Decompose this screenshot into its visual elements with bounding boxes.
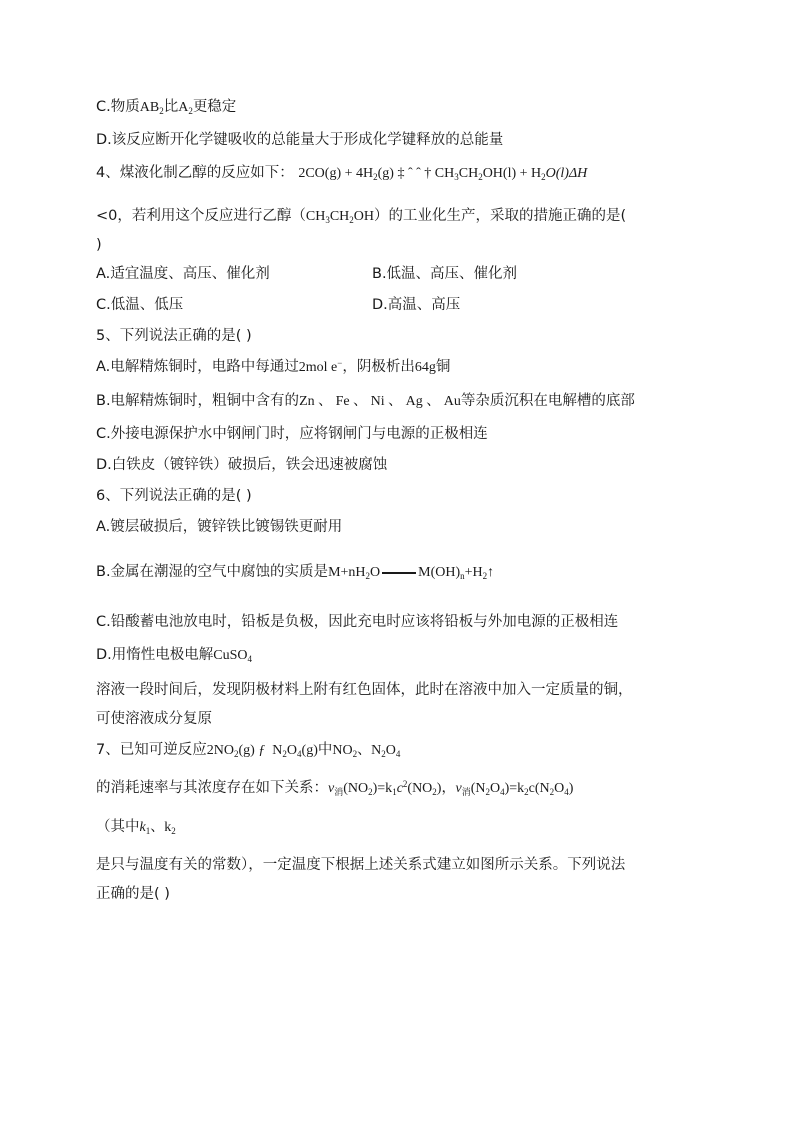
q6-option-d: D.用惰性电极电解CuSO$_4$ [96, 647, 253, 664]
q4-option-a: A.适宜温度、高压、催化剂 [96, 266, 270, 282]
q5-option-a: A.电解精炼铜时，电路中每通过2mol e−，阴极析出64g铜 [96, 358, 451, 375]
q3-option-d: D.该反应断开化学键吸收的总能量大于形成化学键释放的总能量 [96, 132, 504, 148]
q6-option-d-line3: 可使溶液成分复原 [96, 711, 212, 727]
q6-option-b: B.金属在潮湿的空气中腐蚀的实质是$M+nH_2O$ $M(OH)_n+H_2↑$ [96, 564, 495, 581]
q7-stem-line4: 是只与温度有关的常数），一定温度下根据上述关系式建立如图所示关系。下列说法 [96, 857, 626, 873]
q7-stem-line5: 正确的是( ) [96, 886, 170, 902]
q3-option-c: C.物质$AB_2$比$A_2$更稳定 [96, 99, 237, 116]
q6-stem: 6、下列说法正确的是( ) [96, 488, 252, 504]
q4-option-d: D.高温、高压 [372, 297, 461, 313]
q5-option-b: B.电解精炼铜时，粗铜中含有的Zn 、 Fe 、 Ni 、 Ag 、 Au等杂质沉积在电解槽的底部 [96, 393, 635, 409]
q5-option-c: C.外接电源保护水中钢闸门时，应将钢闸门与电源的正极相连 [96, 426, 488, 442]
formula-ab2: $AB_2$ [139, 100, 164, 116]
q4-stem-line1: 4、煤液化制乙醇的反应如下： $2CO(g) + 4H_2(g)$ ‡ ˆ ˆ † $CH_3CH_2OH(l) + H_2O(l)\Delta H$ [96, 165, 588, 182]
q7-stem-line2: 的消耗速率与其浓度存在如下关系：$v_消(NO_2)=k_1c^2(NO_2)$，$v_消(N_2O_4)=k_2c(N_2O_4)$ [96, 779, 574, 797]
formula-a2: $A_2$ [178, 100, 193, 116]
q4-options-row1 [96, 264, 518, 284]
q4-options-row2 [96, 295, 461, 315]
q7-stem-line1: 7、已知可逆反应$2NO_2(g)$ ƒ $N_2O_4(g)$中$NO_2$、$N_2O_4$ [96, 742, 401, 759]
q5-option-d: D.白铁皮（镀锌铁）破损后，铁会迅速被腐蚀 [96, 457, 388, 473]
q4-stem-line3: ) [96, 237, 102, 253]
q7-stem-line3: （其中$k_1$、$k_2$ [96, 819, 176, 836]
q6-option-d-line2: 溶液一段时间后，发现阴极材料上附有红色固体，此时在溶液中加入一定质量的铜， [96, 682, 633, 698]
q4-equation: $2CO(g) + 4H_2(g)$ ‡ ˆ ˆ † $CH_3CH_2OH(l) + H_2O(l)\Delta H$ [298, 166, 588, 182]
q5-stem: 5、下列说法正确的是( ) [96, 328, 252, 344]
q4-option-b: B.低温、高压、催化剂 [372, 266, 518, 282]
q4-option-c: C.低温、低压 [96, 297, 184, 313]
q6-option-c: C.铅酸蓄电池放电时，铅板是负极，因此充电时应该将铅板与外加电源的正极相连 [96, 614, 619, 630]
q4-stem-line2: <0，若利用这个反应进行乙醇$(CH_3CH_2OH)$的工业化生产，采取的措施正确的是( [96, 208, 627, 225]
q6-option-a: A.镀层破损后，镀锌铁比镀锡铁更耐用 [96, 519, 343, 535]
